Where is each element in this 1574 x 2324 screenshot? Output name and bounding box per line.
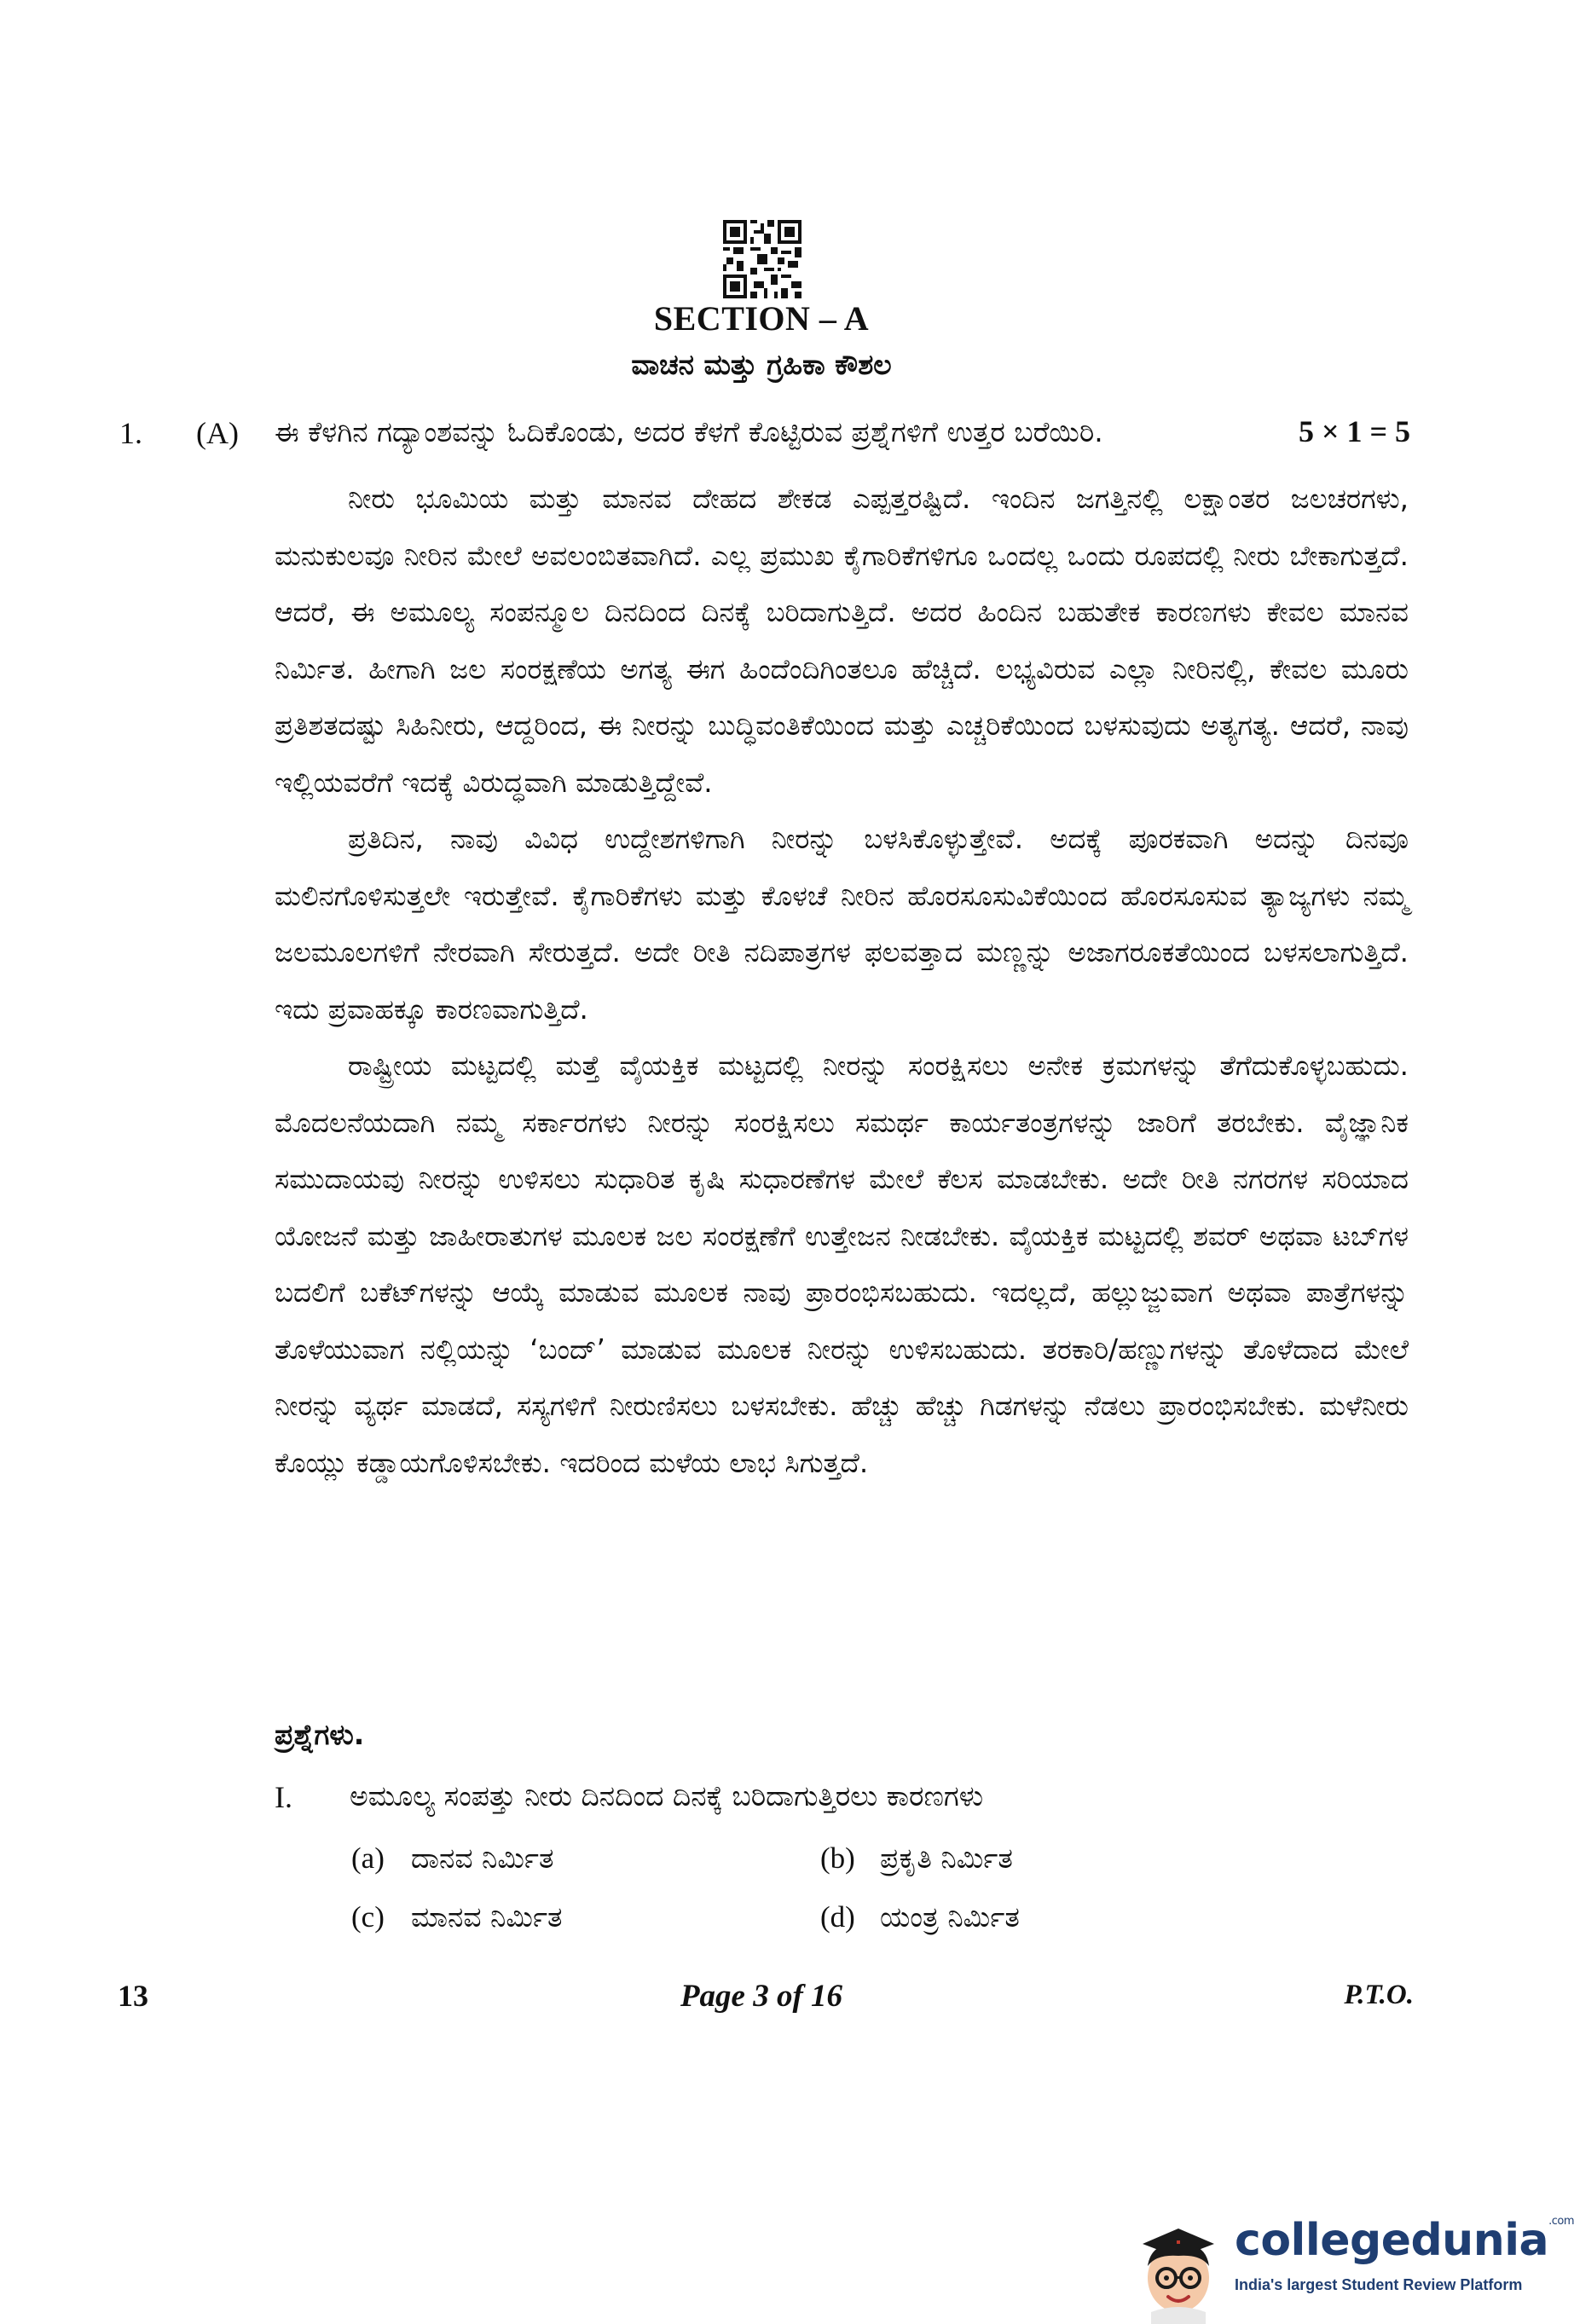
option-c-text: ಮಾನವ ನಿರ್ಮಿತ xyxy=(411,1900,563,1934)
question-instruction: ಈ ಕೆಳಗಿನ ಗದ್ಯಾಂಶವನ್ನು ಓದಿಕೊಂಡು, ಅದರ ಕೆಳಗೆ ಕೊಟ್ಟಿರುವ ಪ್ರಶ್ನೆಗಳಿಗೆ ಉತ್ತರ ಬರೆಯಿರಿ. xyxy=(275,415,1103,448)
pto-label: P.T.O. xyxy=(1344,1980,1414,2010)
comprehension-passage xyxy=(275,471,1409,1491)
passage-paragraph-1: ನೀರು ಭೂಮಿಯ ಮತ್ತು ಮಾನವ ದೇಹದ ಶೇಕಡ ಎಪ್ಪತ್ತರಷ್ಟಿದೆ. ಇಂದಿನ ಜಗತ್ತಿನಲ್ಲಿ ಲಕ್ಷಾಂತರ ಜಲಚರಗಳು, ಮನುಕುಲವೂ ನೀರಿನ ಮೇಲೆ ಅವಲಂಬಿತವಾಗಿದೆ. ಎಲ್ಲ ಪ್ರಮುಖ ಕೈಗಾರಿಕೆಗಳಿಗೂ ಒಂದಲ್ಲ ಒಂದು ರೂಪದಲ್ಲಿ ನೀರು ಬೇಕಾಗುತ್ತದೆ. ಆದರೆ, ಈ ಅಮೂಲ್ಯ ಸಂಪನ್ಮೂಲ ದಿನದಿಂದ ದಿನಕ್ಕೆ ಬರಿದಾಗುತ್ತಿದೆ. ಅದರ ಹಿಂದಿನ ಬಹುತೇಕ ಕಾರಣಗಳು ಕೇವಲ ಮಾನವ ನಿರ್ಮಿತ. ಹೀಗಾಗಿ ಜಲ ಸಂರಕ್ಷಣೆಯ ಅಗತ್ಯ ಈಗ ಹಿಂದೆಂದಿಗಿಂತಲೂ ಹೆಚ್ಚಿದೆ. ಲಭ್ಯವಿರುವ ಎಲ್ಲಾ ನೀರಿನಲ್ಲಿ, ಕೇವಲ ಮೂರು ಪ್ರತಿಶತದಷ್ಟು ಸಿಹಿನೀರು, ಆದ್ದರಿಂದ, ಈ ನೀರನ್ನು ಬುದ್ಧಿವಂತಿಕೆಯಿಂದ ಮತ್ತು ಎಚ್ಚರಿಕೆಯಿಂದ ಬಳಸುವುದು ಅತ್ಯಗತ್ಯ. ಆದರೆ, ನಾವು ಇಲ್ಲಿಯವರೆಗೆ ಇದಕ್ಕೆ ವಿರುದ್ಧವಾಗಿ ಮಾಡುತ್ತಿದ್ದೇವೆ. xyxy=(275,483,1409,799)
option-b-text: ಪ್ರಕೃತಿ ನಿರ್ಮಿತ xyxy=(880,1841,1013,1875)
passage-paragraph-2: ಪ್ರತಿದಿನ, ನಾವು ವಿವಿಧ ಉದ್ದೇಶಗಳಿಗಾಗಿ ನೀರನ್ನು ಬಳಸಿಕೊಳ್ಳುತ್ತೇವೆ. ಅದಕ್ಕೆ ಪೂರಕವಾಗಿ ಅದನ್ನು ದಿನವೂ ಮಲಿನಗೊಳಿಸುತ್ತಲೇ ಇರುತ್ತೇವೆ. ಕೈಗಾರಿಕೆಗಳು ಮತ್ತು ಕೊಳಚೆ ನೀರಿನ ಹೊರಸೂಸುವಿಕೆಯಿಂದ ಹೊರಸೂಸುವ ತ್ಯಾಜ್ಯಗಳು ನಮ್ಮ ಜಲಮೂಲಗಳಿಗೆ ನೇರವಾಗಿ ಸೇರುತ್ತದೆ. ಅದೇ ರೀತಿ ನದಿಪಾತ್ರಗಳ ಫಲವತ್ತಾದ ಮಣ್ಣನ್ನು ಅಜಾಗರೂಕತೆಯಿಂದ ಬಳಸಲಾಗುತ್ತಿದೆ. ಇದು ಪ್ರವಾಹಕ್ಕೂ ಕಾರಣವಾಗುತ್ತಿದೆ. xyxy=(275,823,1409,1026)
section-subtitle: ವಾಚನ ಮತ್ತು ಗ್ರಹಿಕಾ ಕೌಶಲ xyxy=(631,348,892,381)
brand-name-text: collegedunia xyxy=(1235,2215,1549,2266)
question-part: (A) xyxy=(196,416,239,450)
option-d-text: ಯಂತ್ರ ನಿರ್ಮಿತ xyxy=(880,1900,1020,1934)
option-a-text: ದಾನವ ನಿರ್ಮಿತ xyxy=(411,1841,554,1875)
passage-paragraph-3: ರಾಷ್ಟ್ರೀಯ ಮಟ್ಟದಲ್ಲಿ ಮತ್ತೆ ವೈಯಕ್ತಿಕ ಮಟ್ಟದಲ್ಲಿ ನೀರನ್ನು ಸಂರಕ್ಷಿಸಲು ಅನೇಕ ಕ್ರಮಗಳನ್ನು ತೆಗೆದುಕೊಳ್ಳಬಹುದು. ಮೊದಲನೆಯದಾಗಿ ನಮ್ಮ ಸರ್ಕಾರಗಳು ನೀರನ್ನು ಸಂರಕ್ಷಿಸಲು ಸಮರ್ಥ ಕಾರ್ಯತಂತ್ರಗಳನ್ನು ಜಾರಿಗೆ ತರಬೇಕು. ವೈಜ್ಞಾನಿಕ ಸಮುದಾಯವು ನೀರನ್ನು ಉಳಿಸಲು ಸುಧಾರಿತ ಕೃಷಿ ಸುಧಾರಣೆಗಳ ಮೇಲೆ ಕೆಲಸ ಮಾಡಬೇಕು. ಅದೇ ರೀತಿ ನಗರಗಳ ಸರಿಯಾದ ಯೋಜನೆ ಮತ್ತು ಜಾಹೀರಾತುಗಳ ಮೂಲಕ ಜಲ ಸಂರಕ್ಷಣೆಗೆ ಉತ್ತೇಜನ ನೀಡಬೇಕು. ವೈಯಕ್ತಿಕ ಮಟ್ಟದಲ್ಲಿ ಶವರ್ ಅಥವಾ ಟಬ್‌ಗಳ ಬದಲಿಗೆ ಬಕೆಟ್‌ಗಳನ್ನು ಆಯ್ಕೆ ಮಾಡುವ ಮೂಲಕ ನಾವು ಪ್ರಾರಂಭಿಸಬಹುದು. ಇದಲ್ಲದೆ, ಹಲ್ಲುಜ್ಜುವಾಗ ಅಥವಾ ಪಾತ್ರೆಗಳನ್ನು ತೊಳೆಯುವಾಗ ನಲ್ಲಿಯನ್ನು ‘ಬಂದ್’ ಮಾಡುವ ಮೂಲಕ ನೀರನ್ನು ಉಳಿಸಬಹುದು. ತರಕಾರಿ/ಹಣ್ಣುಗಳನ್ನು ತೊಳೆದಾದ ಮೇಲೆ ನೀರನ್ನು ವ್ಯರ್ಥ ಮಾಡದೆ, ಸಸ್ಯಗಳಿಗೆ ನೀರುಣಿಸಲು ಬಳಸಬೇಕು. ಹೆಚ್ಚು ಹೆಚ್ಚು ಗಿಡಗಳನ್ನು ನೆಡಲು ಪ್ರಾರಂಭಿಸಬೇಕು. ಮಳೆನೀರು ಕೊಯ್ಲು ಕಡ್ಡಾಯಗೊಳಿಸಬೇಕು. ಇದರಿಂದ ಮಳೆಯ ಲಾಭ ಸಿಗುತ್ತದೆ. xyxy=(275,1049,1409,1479)
option-b-label: (b) xyxy=(820,1841,855,1875)
mascot-icon xyxy=(1126,2206,1231,2324)
section-title: SECTION – A xyxy=(653,299,870,338)
collegedunia-watermark xyxy=(1126,2206,1574,2324)
option-c xyxy=(351,1900,563,1934)
option-d-label: (d) xyxy=(820,1900,855,1934)
brand-tagline: India's largest Student Review Platform xyxy=(1235,2276,1523,2293)
option-d xyxy=(820,1900,1020,1934)
sub-question-text: ಅಮೂಲ್ಯ ಸಂಪತ್ತು ನೀರು ದಿನದಿಂದ ದಿನಕ್ಕೆ ಬರಿದಾಗುತ್ತಿರಲು ಕಾರಣಗಳು xyxy=(350,1779,984,1812)
option-a-label: (a) xyxy=(351,1841,385,1875)
option-b xyxy=(820,1841,1013,1876)
brand-domain: .com xyxy=(1548,2215,1574,2228)
questions-heading: ಪ್ರಶ್ನೆಗಳು. xyxy=(275,1718,365,1751)
option-a xyxy=(351,1841,553,1876)
question-number: 1. xyxy=(119,416,142,450)
qr-code xyxy=(723,220,801,298)
page-number: Page 3 of 16 xyxy=(680,1979,843,2014)
option-c-label: (c) xyxy=(351,1900,385,1934)
brand-name xyxy=(1235,2215,1574,2266)
question-marks: 5 × 1 = 5 xyxy=(1298,414,1410,448)
sub-question-number: I. xyxy=(275,1780,292,1814)
paper-code: 13 xyxy=(118,1979,148,2013)
